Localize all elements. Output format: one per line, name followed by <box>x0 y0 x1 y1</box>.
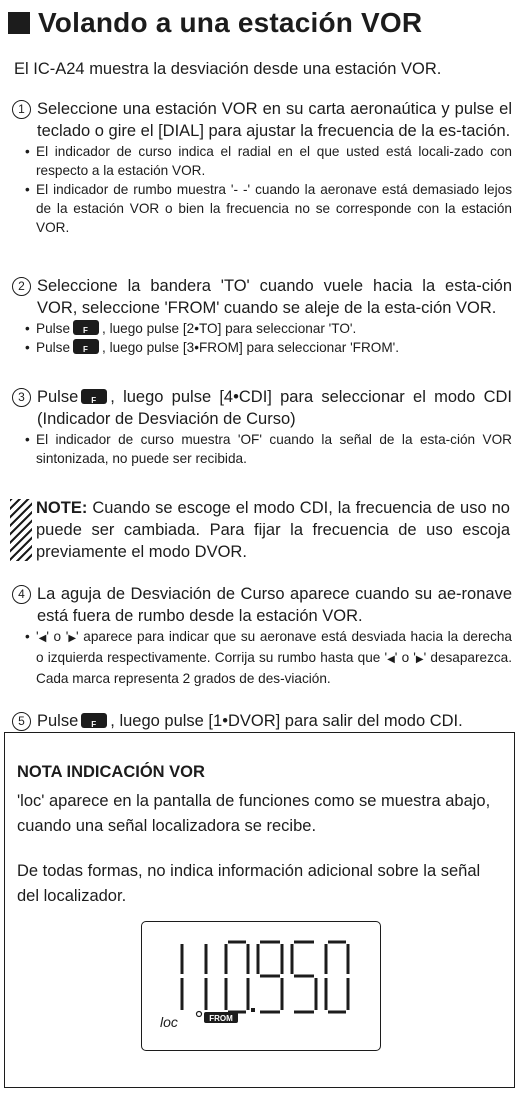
title-bullet-square <box>8 12 30 34</box>
bullet-item: • '◀' o '▶' aparece para indicar que su aeronave está desviada hacia la derecha o izquierda respectivamente. Corrija su rumbo hasta que '◀' o '▶' desaparezca. Cada marca representa 2 grados de des-viación. <box>25 629 512 686</box>
right-arrow-icon: ▶ <box>68 633 77 644</box>
bullet-item: • El indicador de rumbo muestra '- -' cuando la aeronave está demasiado lejos de la estación VOR o bien la frecuencia no se corresponde con la estación VOR. <box>25 182 512 235</box>
bullet-item: • El indicador de curso muestra 'OF' cuando la señal de la esta-ción VOR sintonizada, no puede ser recibida. <box>25 432 512 466</box>
step-number: 3 <box>12 388 31 407</box>
step-1 <box>12 98 512 237</box>
note-text: NOTE: Cuando se escoge el modo CDI, la frecuencia de uso no puede ser cambiada. Para fijar la frecuencia de uso escoja previamente el modo DVOR. <box>36 499 510 561</box>
nota-title: NOTA INDICACIÓN VOR <box>17 763 205 781</box>
function-key-icon: F <box>73 320 99 335</box>
function-key-icon: F <box>81 389 107 404</box>
bullet-item: • Pulse F , luego pulse [3•FROM] para seleccionar 'FROM'. <box>25 340 400 355</box>
nota-paragraph-1: 'loc' aparece en la pantalla de funciones como se muestra abajo, cuando una señal localizadora se recibe. <box>17 792 491 835</box>
nota-paragraph-2: De todas formas, no indica información adicional sobre la señal del localizador. <box>17 862 481 905</box>
left-arrow-icon: ◀ <box>387 654 395 665</box>
step-text: Seleccione una estación VOR en su carta aeronaútica y pulse el teclado o gire el [DIAL] para ajustar la frecuencia de la es-tación. <box>37 100 512 140</box>
step-4 <box>12 583 512 688</box>
step-text: Pulse F , luego pulse [4•CDI] para seleccionar el modo CDI (Indicador de Desviación de Curso) <box>37 388 512 428</box>
bullet-item: • El indicador de curso indica el radial en el que usted está locali-zado con respecto a la estación VOR. <box>25 144 512 178</box>
lcd-frequency-readout: 110.950 <box>142 922 146 923</box>
title-row <box>8 6 422 40</box>
step-text: Seleccione la bandera 'TO' cuando vuele hacia la esta-ción VOR, seleccione 'FROM' cuando se aleje de la esta-ción VOR. <box>37 277 512 317</box>
step-5 <box>12 710 512 732</box>
lcd-flag-label: FROM <box>209 1014 233 1023</box>
step-text: La aguja de Desviación de Curso aparece cuando su ae-ronave está fuera de rumbo desde la estación VOR. <box>37 585 512 625</box>
lcd-display <box>141 921 381 1051</box>
nota-indicacion-box <box>4 732 515 1088</box>
note-block <box>10 497 510 563</box>
function-key-icon: F <box>73 339 99 354</box>
left-arrow-icon: ◀ <box>38 633 47 644</box>
step-number: 4 <box>12 585 31 604</box>
step-number: 2 <box>12 277 31 296</box>
step-text: Pulse F , luego pulse [1•DVOR] para salir del modo CDI. <box>37 712 463 730</box>
intro-text: El IC-A24 muestra la desviación desde una estación VOR. <box>14 60 442 78</box>
function-key-icon: F <box>81 713 107 728</box>
step-number: 5 <box>12 712 31 731</box>
page-title: Volando a una estación VOR <box>38 7 423 38</box>
right-arrow-icon: ▶ <box>415 654 424 665</box>
step-number: 1 <box>12 100 31 119</box>
step-2 <box>12 275 512 357</box>
lcd-loc-label: loc <box>160 1014 178 1030</box>
step-3 <box>12 386 512 468</box>
note-hatch-icon <box>10 499 32 561</box>
bullet-item: • Pulse F , luego pulse [2•TO] para seleccionar 'TO'. <box>25 321 357 336</box>
